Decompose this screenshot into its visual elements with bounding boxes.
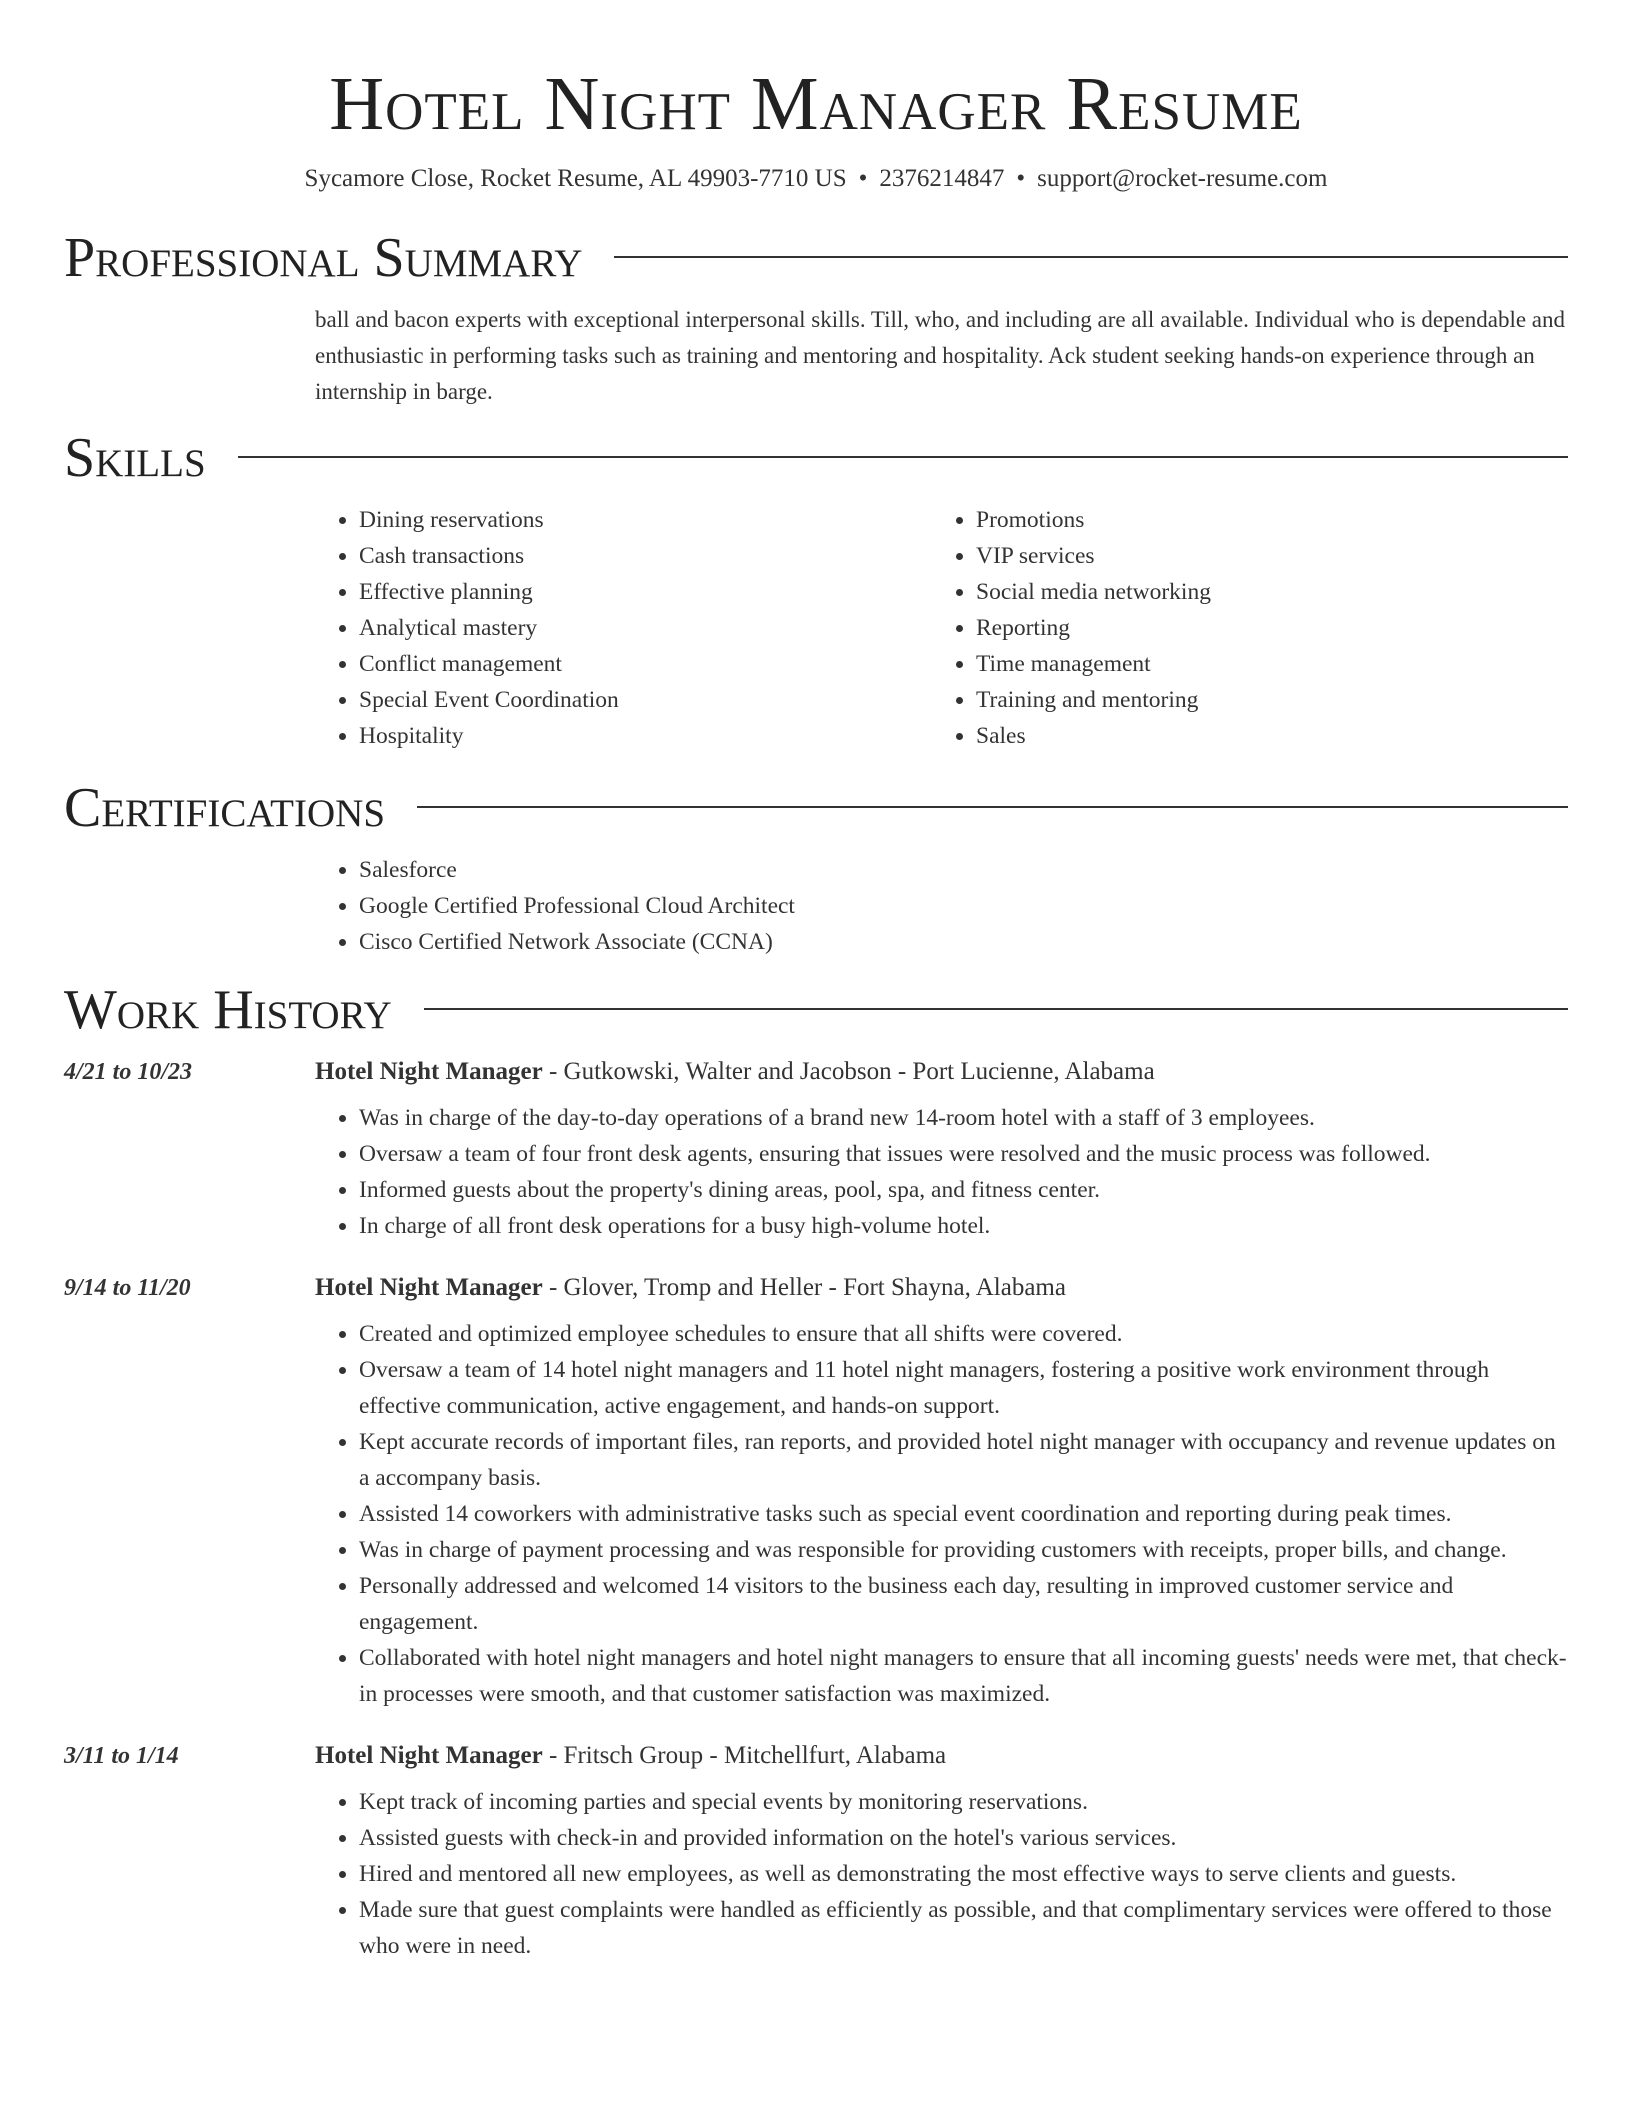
job-dates: 3/11 to 1/14: [64, 1743, 179, 1769]
job-title: Hotel Night Manager: [315, 1742, 543, 1769]
job-bullet: • Informed guests about the property's dining areas, pool, spa, and fitness center.: [359, 1172, 1568, 1208]
certifications-section-header: [64, 778, 1568, 838]
job-bullets: [315, 1100, 1568, 1244]
skill-item: • Training and mentoring: [976, 682, 1549, 718]
job-heading: [315, 1742, 946, 1770]
certification-item: • Cisco Certified Network Associate (CCNA): [359, 924, 1568, 960]
skill-item: • Reporting: [976, 610, 1549, 646]
certification-item: • Google Certified Professional Cloud Architect: [359, 888, 1568, 924]
resume-page: [64, 0, 1568, 1964]
summary-heading: Professional Summary: [64, 227, 583, 289]
skill-item: • Conflict management: [359, 646, 932, 682]
section-divider: [238, 456, 1568, 458]
contact-address: Sycamore Close, Rocket Resume, AL 49903-7710 US: [304, 165, 847, 192]
job-bullet: • Kept accurate records of important files, ran reports, and provided hotel night manager with occupancy and revenue updates on a accompany basis.: [359, 1424, 1568, 1496]
skill-item: • VIP services: [976, 538, 1549, 574]
job-bullet: • Kept track of incoming parties and special events by monitoring reservations.: [359, 1784, 1568, 1820]
job-employer: - Glover, Tromp and Heller - Fort Shayna, Alabama: [542, 1274, 1066, 1301]
job-dates: 9/14 to 11/20: [64, 1275, 191, 1301]
job-bullet: • Collaborated with hotel night managers and hotel night managers to ensure that all incoming guests' needs were met, that check-in processes were smooth, and that customer satisfaction was maximized.: [359, 1640, 1568, 1712]
job-entry: [64, 1742, 1568, 1964]
job-heading: [315, 1274, 1066, 1302]
contact-separator: •: [1016, 165, 1026, 192]
job-bullet: • Was in charge of the day-to-day operations of a brand new 14-room hotel with a staff of 3 employees.: [359, 1100, 1568, 1136]
job-title: Hotel Night Manager: [315, 1274, 543, 1301]
job-title: Hotel Night Manager: [315, 1058, 543, 1085]
job-bullets: [315, 1784, 1568, 1964]
contact-email: support@rocket-resume.com: [1037, 165, 1328, 192]
work-history-section-header: [64, 980, 1568, 1040]
skills-column-left: [315, 502, 932, 754]
job-dates: 4/21 to 10/23: [64, 1059, 193, 1085]
skill-item: • Effective planning: [359, 574, 932, 610]
skill-item: • Analytical mastery: [359, 610, 932, 646]
job-heading: [315, 1058, 1155, 1086]
job-employer: - Fritsch Group - Mitchellfurt, Alabama: [542, 1742, 947, 1769]
job-bullet: • Assisted 14 coworkers with administrative tasks such as special event coordination and reporting during peak times.: [359, 1496, 1568, 1532]
contact-phone: 2376214847: [879, 165, 1005, 192]
job-bullet: • Hired and mentored all new employees, as well as demonstrating the most effective ways to serve clients and guests.: [359, 1856, 1568, 1892]
contact-separator: •: [858, 165, 868, 192]
skill-item: • Hospitality: [359, 718, 932, 754]
job-bullets: [315, 1316, 1568, 1712]
section-divider: [424, 1008, 1568, 1010]
certification-item: • Salesforce: [359, 852, 1568, 888]
skill-item: • Time management: [976, 646, 1549, 682]
skill-item: • Dining reservations: [359, 502, 932, 538]
skills-heading: Skills: [64, 427, 206, 489]
job-bullet: • In charge of all front desk operations for a busy high-volume hotel.: [359, 1208, 1568, 1244]
skills-section-header: [64, 428, 1568, 488]
skills-column-right: [932, 502, 1549, 754]
job-bullet: • Personally addressed and welcomed 14 visitors to the business each day, resulting in improved customer service and engagement.: [359, 1568, 1568, 1640]
summary-section-header: [64, 228, 1568, 288]
skill-item: • Social media networking: [976, 574, 1549, 610]
skill-item: • Special Event Coordination: [359, 682, 932, 718]
contact-line: [64, 164, 1568, 194]
work-history-heading: Work History: [64, 979, 392, 1041]
section-divider: [614, 256, 1568, 258]
job-bullet: • Was in charge of payment processing and was responsible for providing customers with receipts, proper bills, and change.: [359, 1532, 1568, 1568]
job-bullet: • Assisted guests with check-in and provided information on the hotel's various services.: [359, 1820, 1568, 1856]
skill-item: • Promotions: [976, 502, 1549, 538]
job-bullet: • Made sure that guest complaints were handled as efficiently as possible, and that complimentary services were offered to those who were in need.: [359, 1892, 1568, 1964]
job-bullet: • Created and optimized employee schedules to ensure that all shifts were covered.: [359, 1316, 1568, 1352]
job-bullet: • Oversaw a team of four front desk agents, ensuring that issues were resolved and the music process was followed.: [359, 1136, 1568, 1172]
skills-list: [315, 502, 1568, 754]
job-entry: [64, 1274, 1568, 1712]
certifications-list: [315, 852, 1568, 960]
job-entry: [64, 1058, 1568, 1244]
summary-text: ball and bacon experts with exceptional interpersonal skills. Till, who, and including are all available. Individual who is dependable and enthusiastic in performing tasks such as training and mentoring and hospitality. Ack student seeking hands-on experience through an internship in barge.: [315, 307, 1565, 404]
skill-item: • Cash transactions: [359, 538, 932, 574]
skill-item: • Sales: [976, 718, 1549, 754]
job-bullet: • Oversaw a team of 14 hotel night managers and 11 hotel night managers, fostering a positive work environment through effective communication, active engagement, and hands-on support.: [359, 1352, 1568, 1424]
section-divider: [417, 806, 1568, 808]
job-employer: - Gutkowski, Walter and Jacobson - Port Lucienne, Alabama: [542, 1058, 1155, 1085]
resume-title: Hotel Night Manager Resume: [329, 62, 1303, 146]
certifications-heading: Certifications: [64, 777, 386, 839]
